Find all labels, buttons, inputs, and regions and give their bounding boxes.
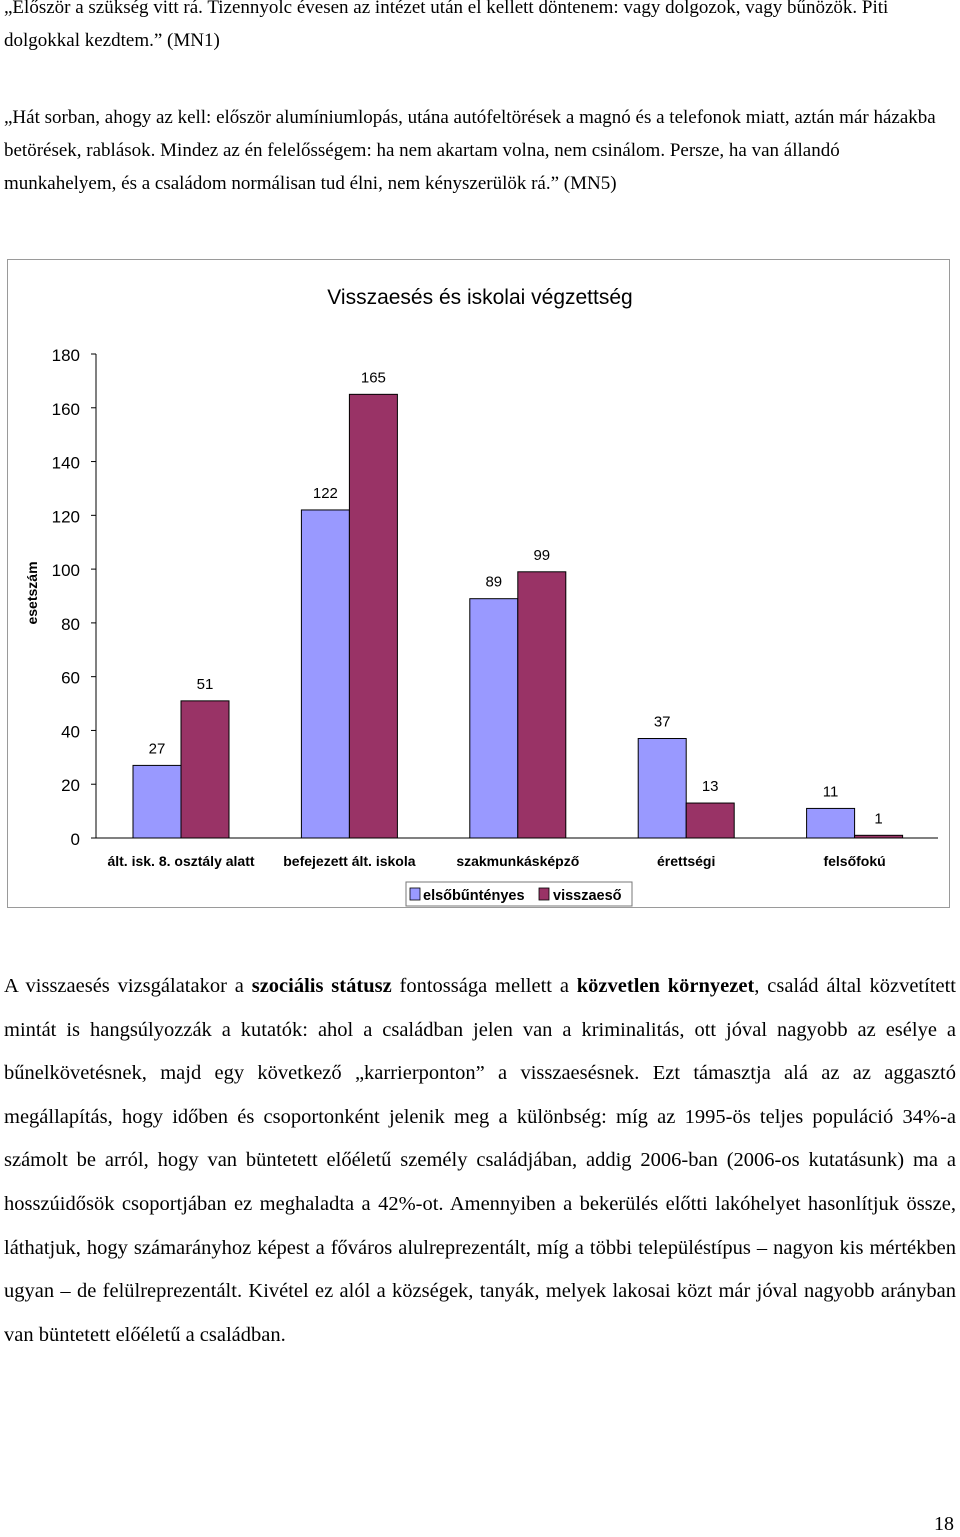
bar-elsobuntenyes: [470, 599, 518, 838]
x-axis-labels: [107, 853, 885, 869]
y-tick-label: 20: [61, 776, 80, 796]
y-tick-label: 0: [70, 830, 80, 849]
x-tick-label: szakmunkásképző: [456, 853, 580, 869]
y-tick-label: 160: [51, 399, 80, 419]
chart-legend: [406, 882, 632, 906]
bar-series: [133, 394, 903, 838]
legend-label-elsobuntenyes: elsőbűntényes: [423, 888, 525, 904]
bar-visszaeso: [686, 803, 734, 838]
bar-value-label: 99: [533, 546, 551, 564]
chart-figure: [7, 259, 950, 908]
text-run: A visszaesés vizsgálatakor a: [4, 975, 252, 997]
quote-text: „Hát sorban, ahogy az kell: először alumíniumlopás, utána autófeltörések a magnó és a telefonok miatt, aztán már házakba betörések, rablások. Mindez az én felelősségem: ha nem akartam volna, nem csinálom. Persze, ha van állandó munkahelyem, és a családom normálisan tud élni, nem kényszerülök rá.” (MN5): [4, 107, 936, 194]
text-run: , család által közvetített mintát is hangsúlyozzák a kutatók: ahol a családban jelen van a kriminalitás, ott jóval nagyobb az esélye a bűnelkövetésnek, majd egy következő „karrierponton” a visszaesésnek. Ezt támasztja alá az az aggasztó megállapítás, hogy időben és csoportonként jelenik meg a különbség: míg az 1995-ös teljes populáció 34%-a számolt be arról, hogy van büntetett előéletű személy családjában, addig 2006-ban (2006-os kutatásunk) ma a hosszúidősök csoportjában ez meghaladta a 42%-ot. Amennyiben a bekerülés előtti lakóhelyet hasonlítjuk össze, láthatjuk, hogy számarányhoz képest a főváros alulreprezentált, míg a többi településtípus – nagyon kis mértékben ugyan – de felülreprezentált. Kivétel ez alól a községek, tanyák, melyek lakosai közt már jóval nagyobb arányban van büntetett előéletű a családban.: [4, 975, 956, 1346]
y-tick-label: 80: [61, 614, 80, 634]
body-paragraph: [4, 965, 956, 1357]
interview-quote-mn5: [4, 101, 956, 200]
bar-value-label: 13: [701, 778, 719, 796]
bar-value-label: 89: [485, 573, 503, 591]
legend-swatch-visszaeso: [539, 888, 549, 900]
y-tick-label: 40: [61, 722, 80, 742]
chart-title: Visszaesés és iskolai végzettség: [327, 286, 633, 309]
bar-elsobuntenyes: [133, 765, 181, 838]
quote-text: „Először a szükség vitt rá. Tizennyolc évesen az intézet után el kellett döntenem: vagy dolgozok, vagy bűnözök. Piti dolgokkal kezdtem.” (MN1): [4, 0, 889, 51]
text-run: fontossága mellett a: [391, 975, 577, 997]
bar-value-label: 165: [360, 369, 386, 387]
y-tick-label: 120: [51, 507, 80, 527]
bold-term-kozvetlen-kornyezet: közvetlen környezet: [576, 975, 755, 997]
y-tick-label: 140: [51, 453, 80, 473]
bar-visszaeso: [518, 572, 566, 838]
y-axis-label: esetszám: [24, 561, 40, 625]
x-tick-label: érettségi: [657, 853, 716, 869]
bar-value-label: 1: [874, 810, 883, 828]
interview-quote-mn1: [4, 0, 956, 57]
bar-visszaeso: [349, 394, 397, 838]
bar-elsobuntenyes: [301, 510, 349, 838]
bar-elsobuntenyes: [638, 739, 686, 838]
legend-label-visszaeso: visszaeső: [553, 888, 622, 904]
bold-term-szocialis-statusz: szociális státusz: [251, 975, 392, 997]
x-tick-label: befejezett ált. iskola: [283, 853, 416, 869]
bar-value-label: 37: [653, 713, 671, 731]
bar-elsobuntenyes: [807, 808, 855, 838]
y-axis-ticks: [52, 346, 96, 849]
bar-value-label: 122: [312, 484, 338, 502]
legend-swatch-elsobuntenyes: [410, 888, 420, 900]
y-tick-label: 180: [51, 346, 80, 365]
x-tick-label: ált. isk. 8. osztály alatt: [107, 853, 255, 869]
y-tick-label: 100: [51, 561, 80, 581]
page-number: 18: [934, 1513, 954, 1535]
bar-value-label: 51: [196, 675, 214, 693]
x-tick-label: felsőfokú: [823, 853, 886, 869]
paragraph: [4, 965, 956, 1357]
bar-value-label: 11: [822, 783, 839, 801]
bar-chart: [8, 260, 951, 909]
y-tick-label: 60: [61, 668, 80, 688]
bar-value-label: 27: [148, 740, 166, 758]
bar-visszaeso: [181, 701, 229, 838]
